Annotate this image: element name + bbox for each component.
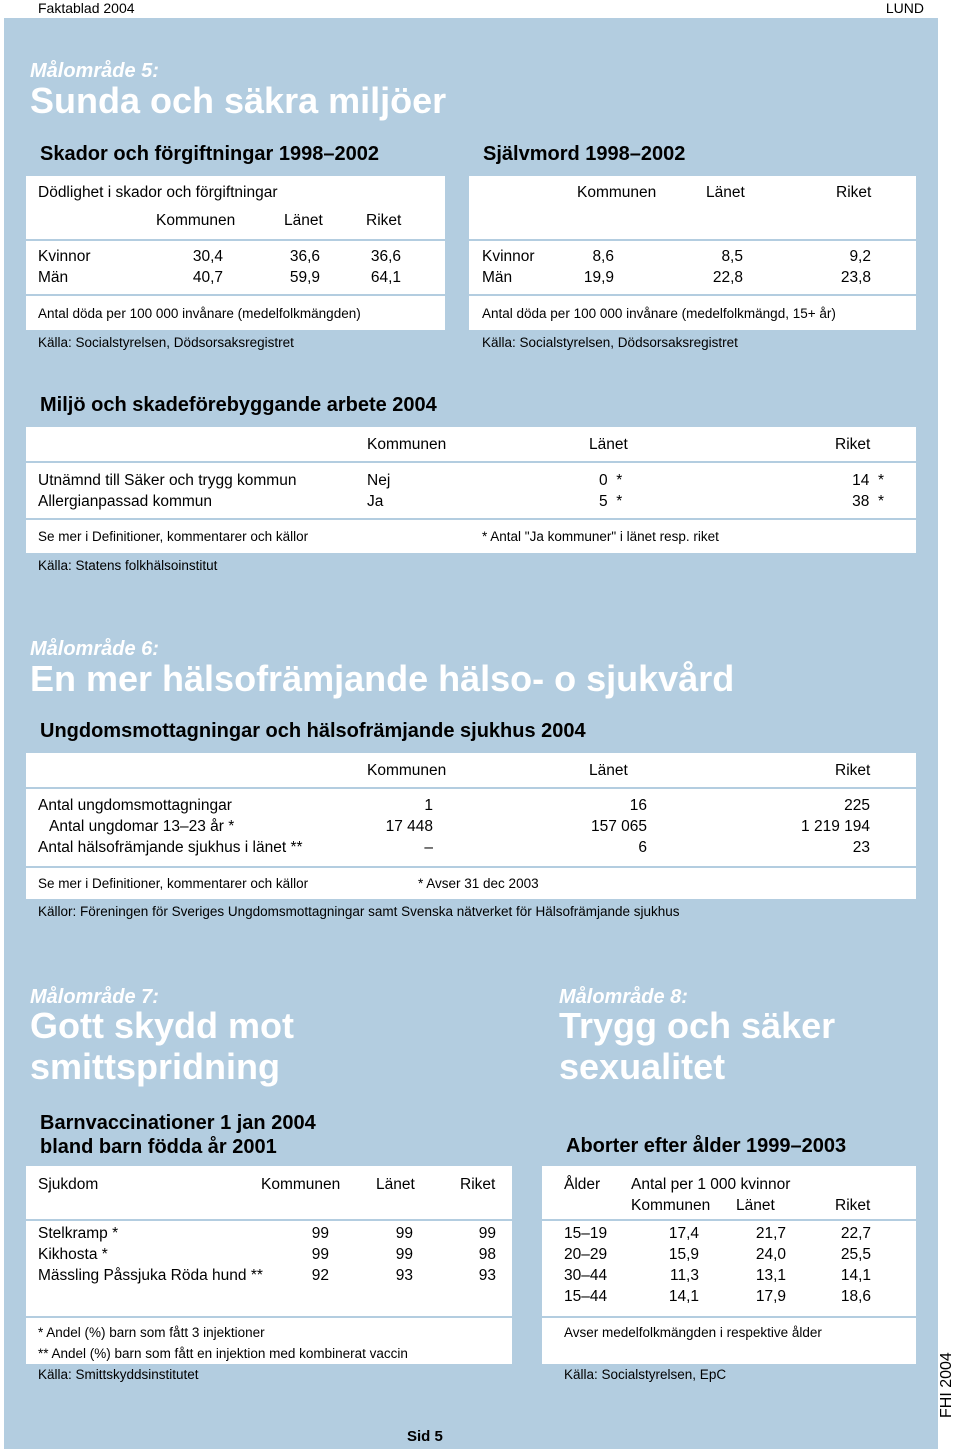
vacc-header-panel [26, 1166, 512, 1219]
table-cell: 17,9 [755, 1288, 786, 1305]
vacc-data-panel [26, 1221, 512, 1316]
col-header-kommunen: Kommunen [156, 212, 236, 229]
col-header-lanet: Länet [589, 436, 628, 453]
environment-note-right: * Antal "Ja kommuner" i länet resp. riket [482, 529, 719, 544]
area8-title-line2: sexualitet [559, 1046, 726, 1087]
area7-title-line1: Gott skydd mot [30, 1005, 295, 1046]
table-cell: 22,7 [840, 1225, 871, 1242]
municipality-label: LUND [885, 0, 924, 16]
vacc-title-line1: Barnvaccinationer 1 jan 2004 [40, 1112, 316, 1134]
area8-label: Målområde 8: [559, 986, 688, 1008]
table-cell: 92 [311, 1267, 329, 1284]
table-cell: 17,4 [668, 1225, 699, 1242]
table-cell: 40,7 [192, 269, 223, 286]
table-cell: 64,1 [370, 269, 401, 286]
vacc-note2: ** Andel (%) barn som fått en injektion med kombinerat vaccin [38, 1346, 408, 1361]
row-label: Män [38, 269, 69, 286]
injuries-title: Skador och förgiftningar 1998–2002 [40, 143, 380, 165]
suicide-data-panel [469, 241, 916, 294]
row-label: 15–44 [564, 1288, 608, 1305]
suicide-note: Antal döda per 100 000 invånare (medelfolkmängd, 15+ år) [482, 306, 836, 321]
table-cell: 19,9 [583, 269, 614, 286]
environment-source: Källa: Statens folkhälsoinstitut [38, 558, 218, 573]
area7-title-line2: smittspridning [30, 1046, 280, 1087]
suicide-note-panel [469, 296, 916, 330]
youth-source: Källor: Föreningen för Sveriges Ungdomsmottagningar samt Svenska nätverket för Hälsofrämjande sjukhus [38, 904, 680, 919]
col-header-kommunen: Kommunen [367, 762, 447, 779]
area5-title: Sunda och säkra miljöer [30, 80, 447, 121]
top-bar [0, 0, 960, 18]
table-cell: 14 * [852, 472, 884, 489]
table-cell: 99 [311, 1246, 329, 1263]
table-cell: 6 [638, 839, 647, 856]
table-cell: 225 [844, 797, 870, 814]
table-cell: – [424, 839, 433, 856]
row-label: Allergianpassad kommun [38, 493, 213, 510]
vacc-note1: * Andel (%) barn som fått 3 injektioner [38, 1325, 265, 1340]
col-header-alder: Ålder [564, 1176, 601, 1193]
col-header-riket: Riket [835, 1197, 871, 1214]
environment-title: Miljö och skadeförebyggande arbete 2004 [40, 394, 437, 416]
col-header-riket: Riket [836, 184, 872, 201]
table-cell: 14,1 [668, 1288, 699, 1305]
row-label: Kikhosta * [38, 1246, 108, 1263]
col-header-lanet: Länet [589, 762, 628, 779]
table-cell: 36,6 [370, 248, 401, 265]
environment-note-left: Se mer i Definitioner, kommentarer och källor [38, 529, 309, 544]
table-cell: 13,1 [755, 1267, 786, 1284]
suicide-title: Självmord 1998–2002 [483, 143, 686, 165]
suicide-header-panel [469, 176, 916, 239]
table-cell: 93 [395, 1267, 413, 1284]
table-cell: 93 [478, 1267, 496, 1284]
area6-label: Målområde 6: [30, 638, 159, 660]
col-header-sjukdom: Sjukdom [38, 1176, 99, 1193]
abortion-note-panel [542, 1318, 916, 1364]
injuries-source: Källa: Socialstyrelsen, Dödsorsaksregistret [38, 335, 294, 350]
table-cell: 5 * [599, 493, 623, 510]
row-label: Stelkramp * [38, 1225, 119, 1242]
youth-note-right: * Avser 31 dec 2003 [418, 876, 539, 891]
injuries-data-panel [26, 241, 445, 294]
row-label: Män [482, 269, 513, 286]
table-cell: 8,5 [721, 248, 743, 265]
table-cell: 21,7 [755, 1225, 786, 1242]
environment-data-panel [26, 463, 916, 518]
table-cell: 99 [311, 1225, 329, 1242]
table-cell: 157 065 [590, 818, 647, 835]
table-cell: 0 * [599, 472, 623, 489]
row-label: Kvinnor [482, 248, 535, 265]
table-cell: 22,8 [712, 269, 743, 286]
injuries-header-panel [26, 176, 445, 239]
col-header-riket: Riket [835, 436, 871, 453]
table-cell: 98 [478, 1246, 496, 1263]
youth-header-panel [26, 753, 916, 787]
table-cell: Ja [367, 493, 384, 510]
table-cell: 99 [395, 1225, 413, 1242]
col-header-lanet: Länet [376, 1176, 415, 1193]
suicide-source: Källa: Socialstyrelsen, Dödsorsaksregistret [482, 335, 738, 350]
abortion-header-panel [542, 1166, 916, 1219]
col-header-lanet: Länet [706, 184, 745, 201]
row-label: 15–19 [564, 1225, 608, 1242]
row-label: Kvinnor [38, 248, 91, 265]
youth-note-panel [26, 868, 916, 899]
injuries-subtitle: Dödlighet i skador och förgiftningar [38, 184, 278, 201]
table-cell: 16 [629, 797, 647, 814]
area7-label: Målområde 7: [30, 986, 159, 1008]
col-header-kommunen: Kommunen [367, 436, 447, 453]
page-number: Sid 5 [407, 1428, 443, 1445]
row-label: Utnämnd till Säker och trygg kommun [38, 472, 297, 489]
row-label: 30–44 [564, 1267, 608, 1284]
col-header-lanet: Länet [284, 212, 323, 229]
table-cell: 1 [424, 797, 433, 814]
vacc-source: Källa: Smittskyddsinstitutet [38, 1367, 199, 1382]
table-cell: 8,6 [592, 248, 614, 265]
table-cell: 99 [395, 1246, 413, 1263]
table-cell: 38 * [852, 493, 884, 510]
abortion-source: Källa: Socialstyrelsen, EpC [564, 1367, 727, 1382]
table-cell: 15,9 [668, 1246, 699, 1263]
vacc-title-line2: bland barn födda år 2001 [40, 1136, 277, 1158]
table-cell: 23 [852, 839, 870, 856]
table-cell: 23,8 [840, 269, 871, 286]
row-label: Antal ungdomsmottagningar [38, 797, 232, 814]
injuries-note-panel [26, 296, 445, 330]
table-cell: 17 448 [385, 818, 433, 835]
environment-note-panel [26, 520, 916, 553]
row-label: Antal hälsofrämjande sjukhus i länet ** [38, 839, 303, 856]
table-cell: 99 [478, 1225, 496, 1242]
table-cell: 9,2 [849, 248, 871, 265]
area8-title-line1: Trygg och säker [559, 1005, 836, 1046]
abortion-note: Avser medelfolkmängden i respektive ålder [564, 1325, 822, 1340]
abortion-data-panel [542, 1221, 916, 1316]
col-group-header: Antal per 1 000 kvinnor [631, 1176, 791, 1193]
table-cell: 30,4 [192, 248, 223, 265]
table-cell: 18,6 [840, 1288, 871, 1305]
col-header-riket: Riket [460, 1176, 496, 1193]
table-cell: 59,9 [289, 269, 320, 286]
abortion-title: Aborter efter ålder 1999–2003 [566, 1135, 847, 1157]
table-cell: 25,5 [840, 1246, 871, 1263]
table-cell: 36,6 [289, 248, 320, 265]
col-header-kommunen: Kommunen [577, 184, 657, 201]
publisher-tag: FHI 2004 [938, 1352, 955, 1418]
youth-title: Ungdomsmottagningar och hälsofrämjande sjukhus 2004 [40, 720, 586, 742]
area5-label: Målområde 5: [30, 60, 159, 82]
document-label: Faktablad 2004 [38, 0, 135, 16]
col-header-lanet: Länet [736, 1197, 775, 1214]
row-label: Antal ungdomar 13–23 år * [49, 818, 235, 835]
row-label: 20–29 [564, 1246, 608, 1263]
row-label: Mässling Påssjuka Röda hund ** [38, 1267, 263, 1284]
vacc-note-panel [26, 1318, 512, 1364]
youth-note-left: Se mer i Definitioner, kommentarer och källor [38, 876, 309, 891]
table-cell: Nej [367, 472, 391, 489]
table-cell: 11,3 [669, 1267, 699, 1284]
col-header-kommunen: Kommunen [261, 1176, 341, 1193]
area6-title: En mer hälsofrämjande hälso- o sjukvård [30, 658, 735, 699]
table-cell: 14,1 [840, 1267, 871, 1284]
youth-data-panel [26, 789, 916, 866]
col-header-riket: Riket [835, 762, 871, 779]
col-header-kommunen: Kommunen [631, 1197, 711, 1214]
table-cell: 1 219 194 [801, 818, 870, 835]
table-cell: 24,0 [755, 1246, 786, 1263]
environment-header-panel [26, 427, 916, 461]
injuries-note: Antal döda per 100 000 invånare (medelfolkmängden) [38, 306, 361, 321]
col-header-riket: Riket [366, 212, 402, 229]
